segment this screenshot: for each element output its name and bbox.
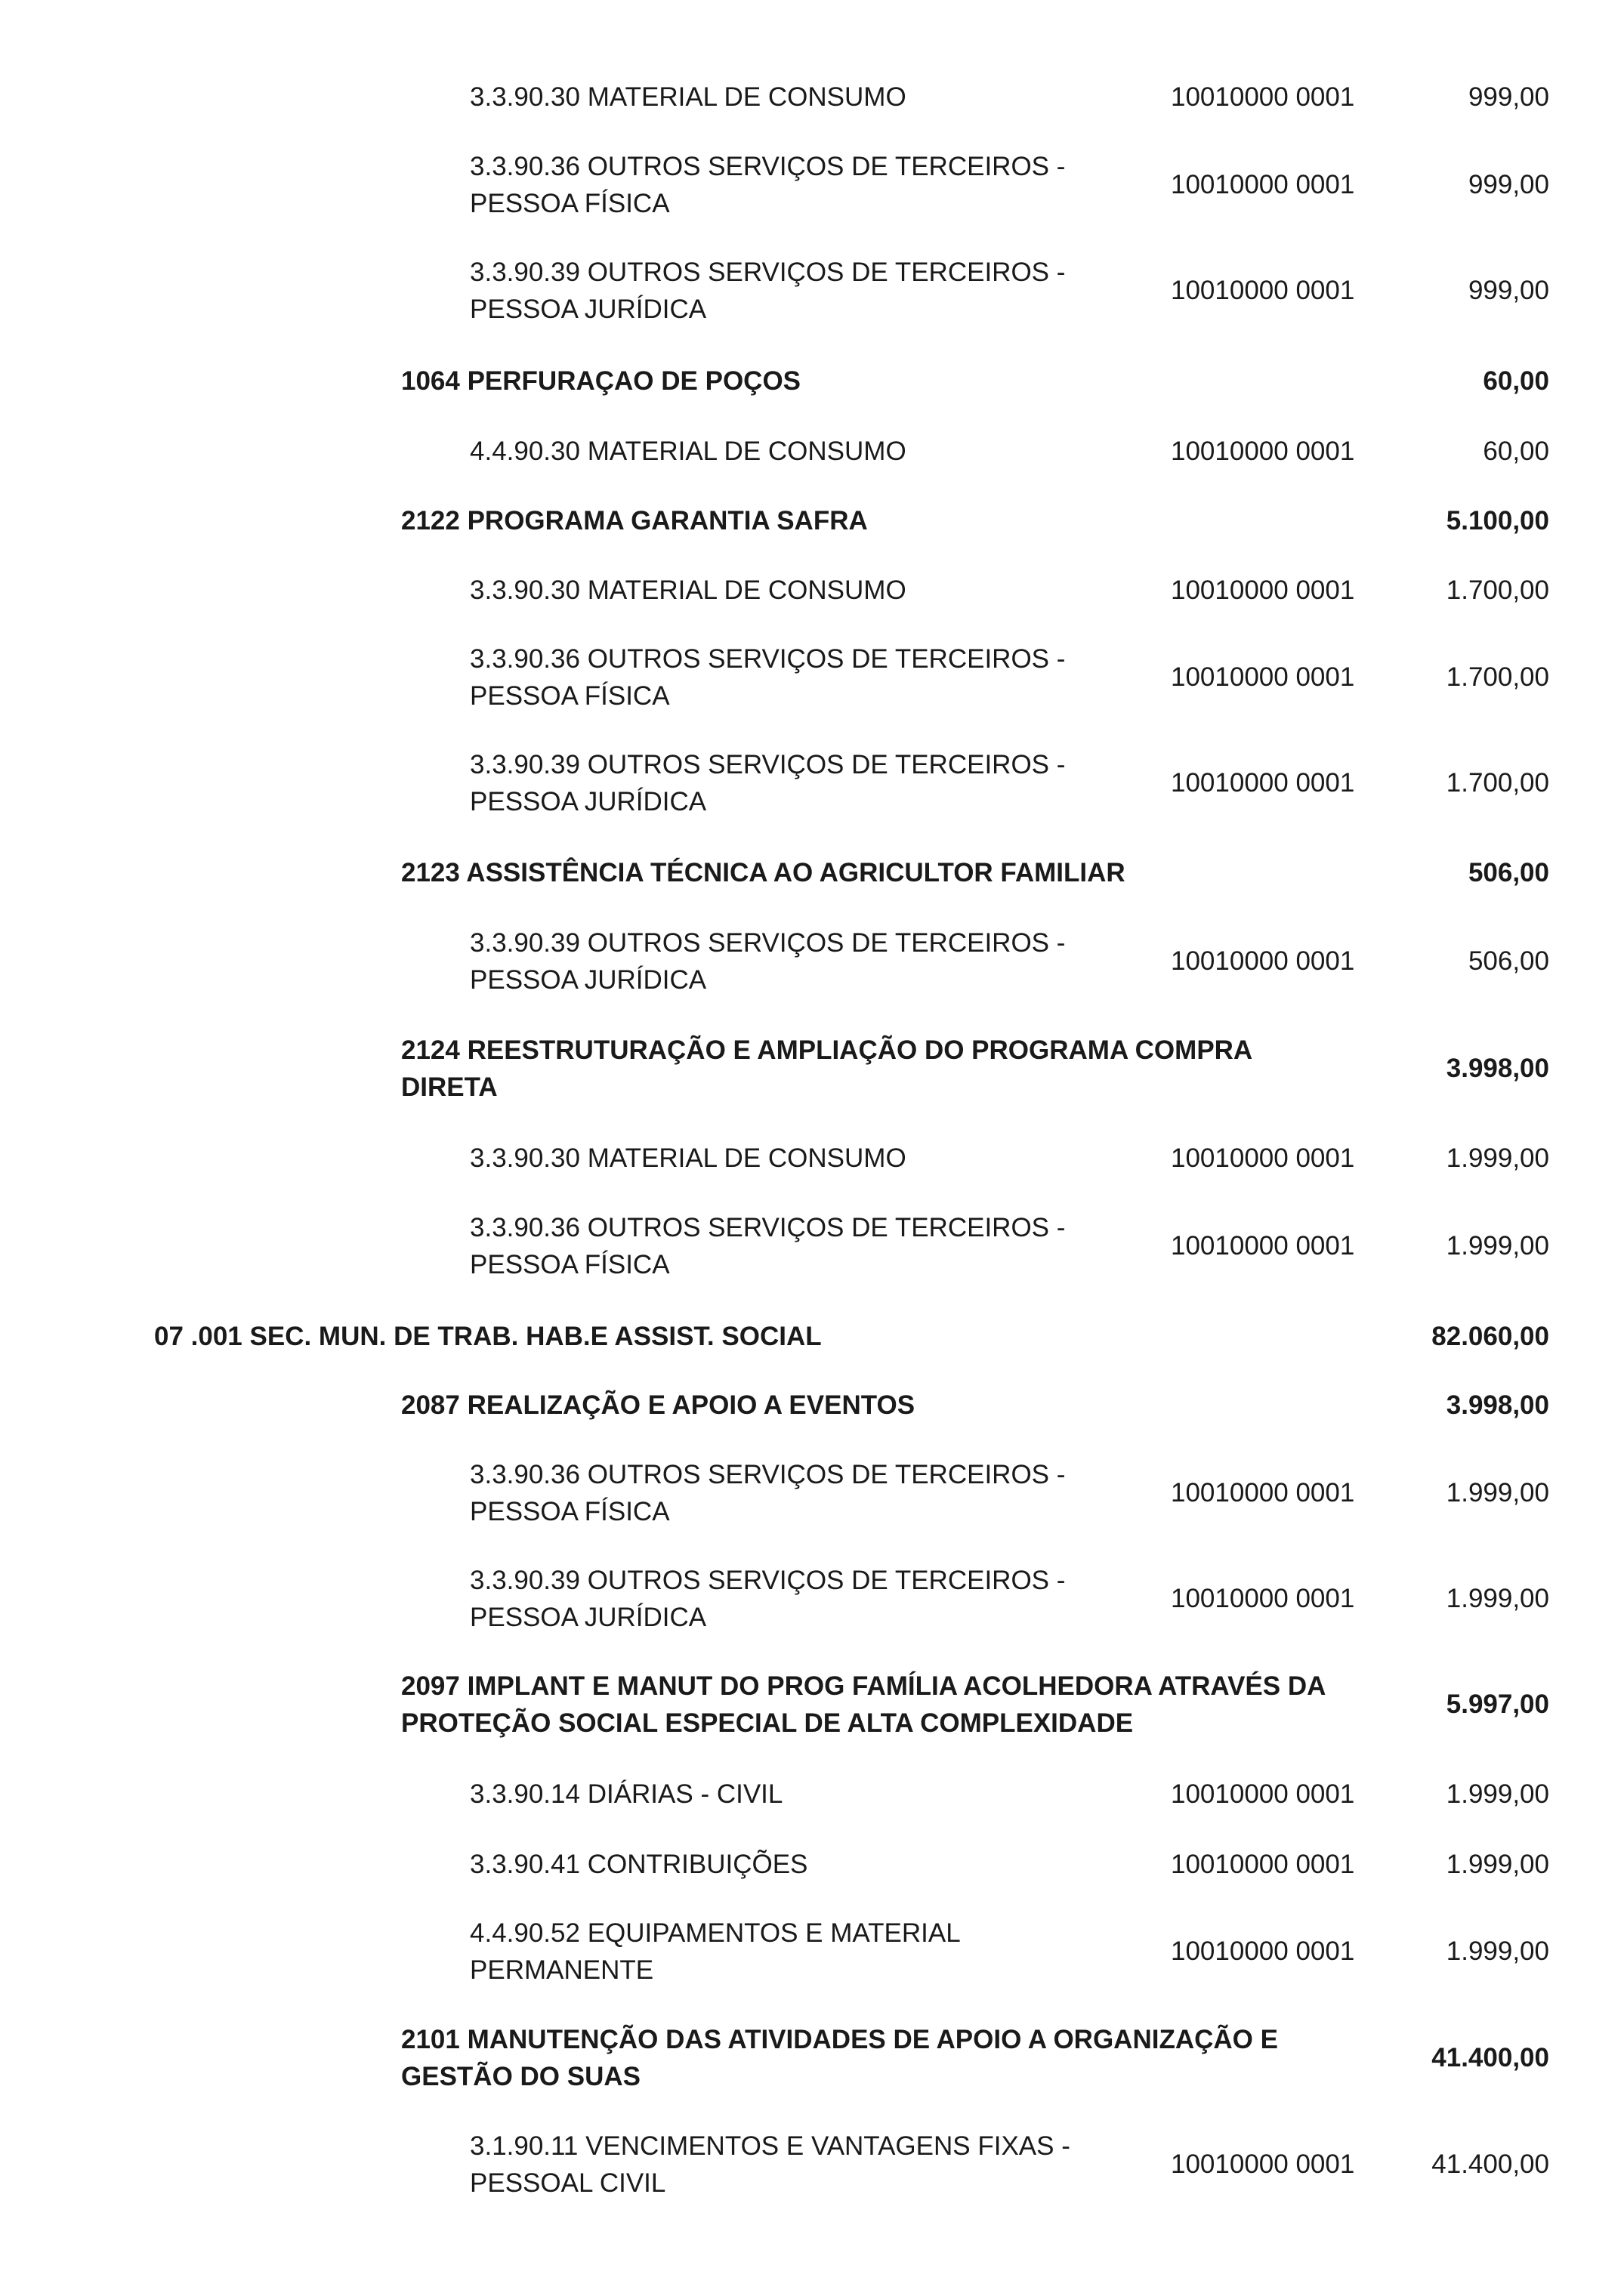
total-amount: 5.997,00 [1446,1690,1549,1719]
item-amount: 1.999,00 [1446,1584,1549,1613]
program-title: 1064 PERFURAÇAO DE POÇOS [401,366,801,396]
total-amount: 506,00 [1468,858,1549,887]
resource-code: 10010000 0001 [1171,82,1355,112]
item-amount: 1.700,00 [1446,662,1549,692]
item-amount: 999,00 [1468,170,1549,199]
resource-code: 10010000 0001 [1171,437,1355,466]
resource-code: 10010000 0001 [1171,276,1355,305]
resource-code: 10010000 0001 [1171,1478,1355,1508]
item-amount: 1.700,00 [1446,576,1549,605]
item-description: 3.3.90.30 MATERIAL DE CONSUMO [470,576,906,605]
item-description: 3.3.90.14 DIÁRIAS - CIVIL [470,1779,783,1809]
org-unit-title: 07 .001 SEC. MUN. DE TRAB. HAB.E ASSIST. SOCIAL [154,1322,822,1351]
item-description: 3.3.90.41 CONTRIBUIÇÕES [470,1850,808,1879]
item-amount: 1.700,00 [1446,768,1549,798]
item-amount: 1.999,00 [1446,1231,1549,1261]
item-amount: 1.999,00 [1446,1936,1549,1966]
item-amount: 506,00 [1468,946,1549,976]
item-amount: 1.999,00 [1446,1143,1549,1173]
resource-code: 10010000 0001 [1171,1779,1355,1809]
item-description: 4.4.90.30 MATERIAL DE CONSUMO [470,437,906,466]
item-amount: 60,00 [1483,437,1549,466]
program-title: 2123 ASSISTÊNCIA TÉCNICA AO AGRICULTOR FAMILIAR [401,858,1125,887]
resource-code: 10010000 0001 [1171,1936,1355,1966]
item-description: 3.3.90.30 MATERIAL DE CONSUMO [470,1143,906,1173]
total-amount: 3.998,00 [1446,1390,1549,1420]
item-amount: 999,00 [1468,276,1549,305]
item-description: 3.3.90.39 OUTROS SERVIÇOS DE TERCEIROS - PESSOA JURÍDICA [470,258,1066,324]
total-amount: 41.400,00 [1431,2043,1549,2072]
resource-code: 10010000 0001 [1171,1850,1355,1879]
item-description: 3.3.90.39 OUTROS SERVIÇOS DE TERCEIROS - PESSOA JURÍDICA [470,750,1066,816]
item-amount: 1.999,00 [1446,1850,1549,1879]
resource-code: 10010000 0001 [1171,1584,1355,1613]
program-title: 2087 REALIZAÇÃO E APOIO A EVENTOS [401,1390,915,1420]
item-description: 3.3.90.39 OUTROS SERVIÇOS DE TERCEIROS - PESSOA JURÍDICA [470,928,1066,995]
item-description: 3.3.90.39 OUTROS SERVIÇOS DE TERCEIROS - PESSOA JURÍDICA [470,1566,1066,1632]
item-description: 3.1.90.11 VENCIMENTOS E VANTAGENS FIXAS - PESSOAL CIVIL [470,2131,1070,2198]
resource-code: 10010000 0001 [1171,1143,1355,1173]
item-description: 3.3.90.30 MATERIAL DE CONSUMO [470,82,906,112]
item-amount: 999,00 [1468,82,1549,112]
resource-code: 10010000 0001 [1171,1231,1355,1261]
total-amount: 82.060,00 [1431,1322,1549,1351]
resource-code: 10010000 0001 [1171,768,1355,798]
total-amount: 3.998,00 [1446,1054,1549,1083]
item-description: 4.4.90.52 EQUIPAMENTOS E MATERIAL PERMANENTE [470,1918,961,1985]
item-description: 3.3.90.36 OUTROS SERVIÇOS DE TERCEIROS - PESSOA FÍSICA [470,644,1066,711]
item-description: 3.3.90.36 OUTROS SERVIÇOS DE TERCEIROS - PESSOA FÍSICA [470,152,1066,218]
resource-code: 10010000 0001 [1171,946,1355,976]
item-description: 3.3.90.36 OUTROS SERVIÇOS DE TERCEIROS - PESSOA FÍSICA [470,1460,1066,1526]
resource-code: 10010000 0001 [1171,662,1355,692]
program-title: 2122 PROGRAMA GARANTIA SAFRA [401,506,868,535]
total-amount: 5.100,00 [1446,506,1549,535]
resource-code: 10010000 0001 [1171,2149,1355,2179]
resource-code: 10010000 0001 [1171,170,1355,199]
program-title: 2124 REESTRUTURAÇÃO E AMPLIAÇÃO DO PROGRAMA COMPRA DIRETA [401,1035,1253,1102]
program-title: 2101 MANUTENÇÃO DAS ATIVIDADES DE APOIO A ORGANIZAÇÃO E GESTÃO DO SUAS [401,2025,1278,2091]
program-title: 2097 IMPLANT E MANUT DO PROG FAMÍLIA ACOLHEDORA ATRAVÉS DA PROTEÇÃO SOCIAL ESPECIAL DE ALTA COMPLEXIDADE [401,1671,1326,1738]
resource-code: 10010000 0001 [1171,576,1355,605]
item-amount: 1.999,00 [1446,1779,1549,1809]
total-amount: 60,00 [1483,366,1549,396]
item-description: 3.3.90.36 OUTROS SERVIÇOS DE TERCEIROS - PESSOA FÍSICA [470,1213,1066,1279]
item-amount: 41.400,00 [1431,2149,1549,2179]
item-amount: 1.999,00 [1446,1478,1549,1508]
